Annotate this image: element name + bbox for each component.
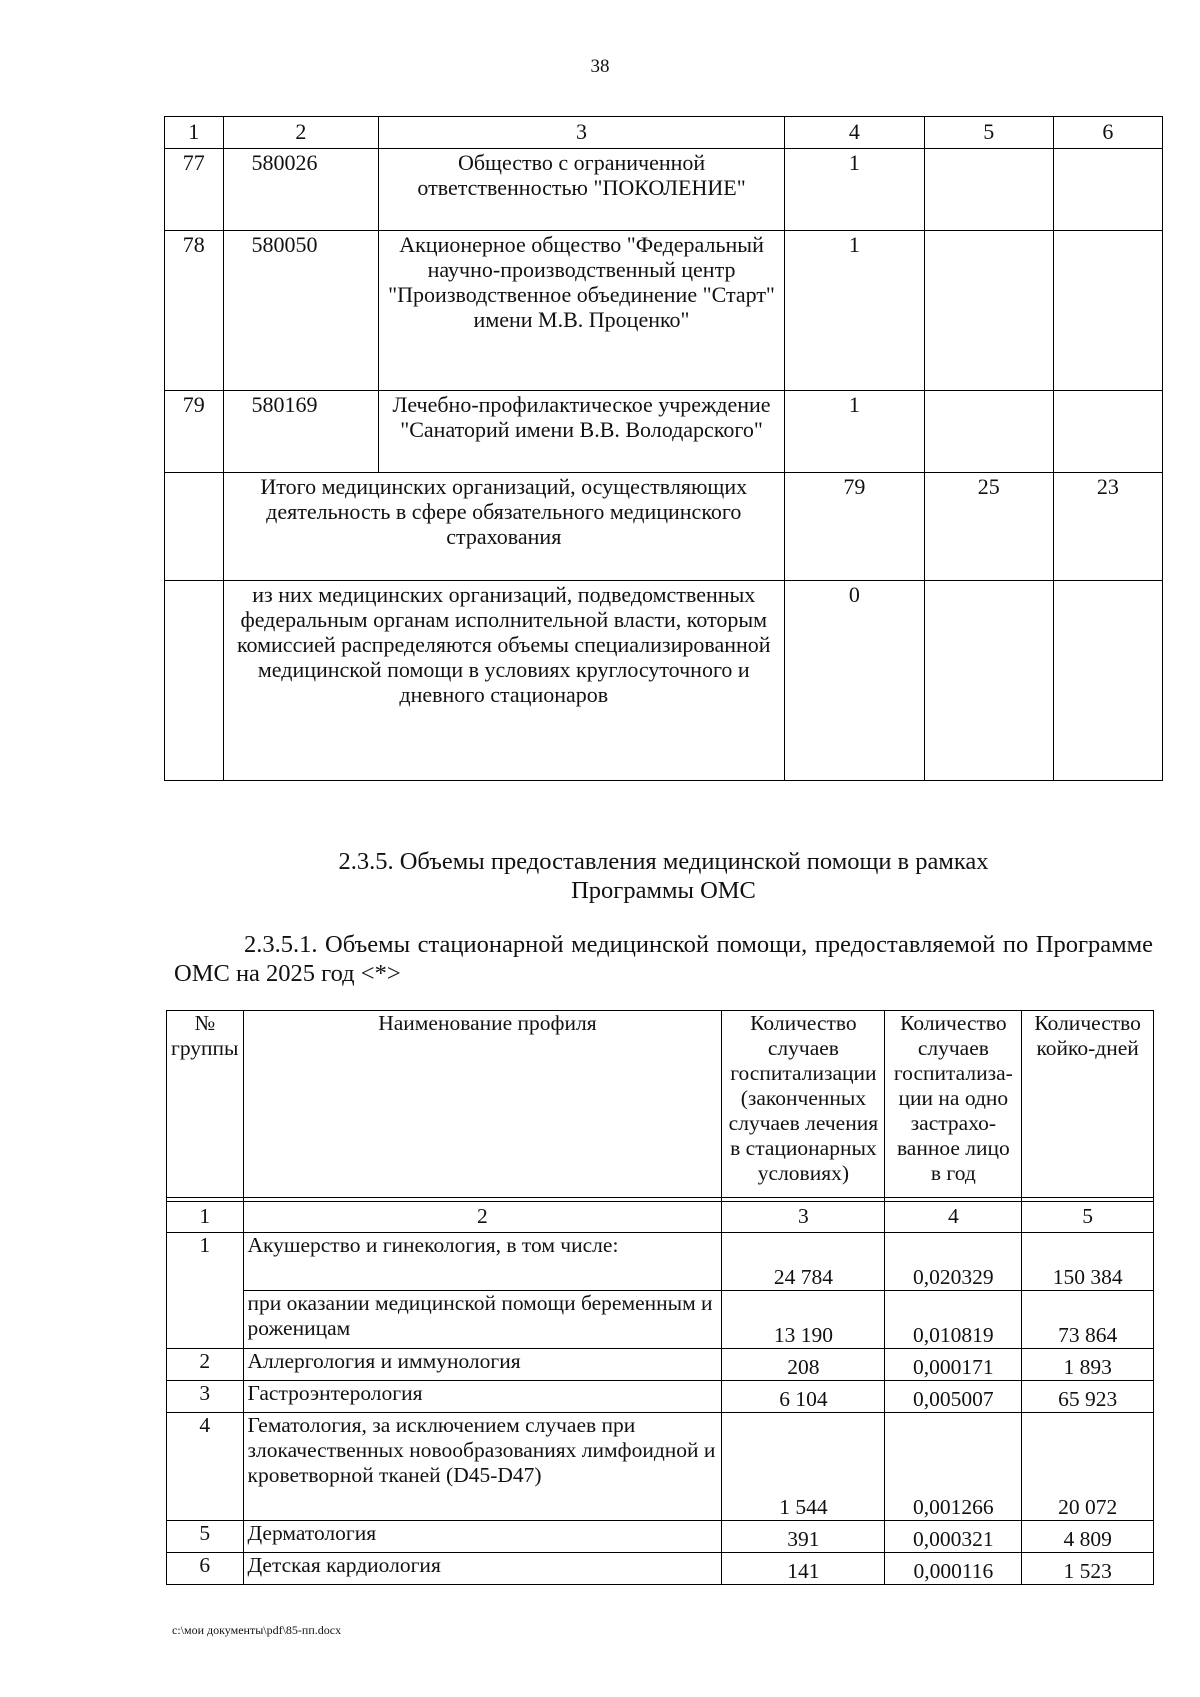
value-col6	[1053, 391, 1162, 473]
profile-name: Гематология, за исключением случаев при злокачественных новообразованиях лимфоидной и кроветворной тканей (D45-D47)	[243, 1413, 722, 1521]
section-heading	[164, 847, 1163, 905]
table-row	[167, 1233, 1154, 1291]
group-number: 4	[167, 1413, 244, 1521]
group-number: 3	[167, 1381, 244, 1413]
org-code: 580026	[223, 149, 379, 231]
total-col5: 25	[924, 473, 1053, 581]
per-person-value: 0,010819	[885, 1291, 1022, 1349]
value-col4: 1	[785, 231, 925, 391]
profile-name: Акушерство и гинекология, в том числе:	[243, 1233, 722, 1291]
total-col4: 79	[785, 473, 925, 581]
table-row	[167, 1291, 1154, 1349]
cases-value: 6 104	[722, 1381, 885, 1413]
value-col6	[1053, 231, 1162, 391]
org-name: Акционерное общество "Федеральный научно-производственный центр "Производственное объединение "Старт" имени М.В. Проценко"	[379, 231, 785, 391]
table-row	[167, 1381, 1154, 1413]
bed-days-value: 150 384	[1022, 1233, 1154, 1291]
empty-cell	[165, 473, 224, 581]
row-number: 77	[165, 149, 224, 231]
org-code: 580050	[223, 231, 379, 391]
header-bed-days: Количество койко-дней	[1022, 1011, 1154, 1198]
col-number-5: 5	[1022, 1202, 1154, 1233]
subtotal-label: из них медицинских организаций, подведомственных федеральным органам исполнительной власти, которым комиссией распределяются объемы специализированной медицинской помощи в условиях круглосуточного и дневного стационаров	[223, 581, 784, 781]
value-col4: 1	[785, 391, 925, 473]
per-person-value: 0,020329	[885, 1233, 1022, 1291]
col-header-2: 2	[223, 117, 379, 149]
subtotal-col5	[924, 581, 1053, 781]
section-heading-line1: 2.3.5. Объемы предоставления медицинской помощи в рамках	[338, 848, 989, 875]
col-number-2: 2	[243, 1202, 722, 1233]
profile-name: при оказании медицинской помощи беременным и роженицам	[243, 1291, 722, 1349]
table-row	[165, 149, 1163, 231]
cases-value: 208	[722, 1349, 885, 1381]
subtotal-row	[165, 581, 1163, 781]
subtotal-col6	[1053, 581, 1162, 781]
profile-name: Аллергология и иммунология	[243, 1349, 722, 1381]
cases-value: 141	[722, 1553, 885, 1585]
bed-days-value: 20 072	[1022, 1413, 1154, 1521]
col-number-3: 3	[722, 1202, 885, 1233]
profile-name: Гастроэнтерология	[243, 1381, 722, 1413]
header-cases-per-person: Количество случаев госпитализа-ции на одно застрахо-ванное лицо в год	[885, 1011, 1022, 1198]
table-row	[167, 1521, 1154, 1553]
table-row	[167, 1413, 1154, 1521]
col-number-1: 1	[167, 1202, 244, 1233]
value-col6	[1053, 149, 1162, 231]
profile-name: Дерматология	[243, 1521, 722, 1553]
total-col6: 23	[1053, 473, 1162, 581]
header-cases: Количество случаев госпитализации (законченных случаев лечения в стационарных условиях)	[722, 1011, 885, 1198]
column-numbers-row	[167, 1202, 1154, 1233]
bed-days-value: 1 523	[1022, 1553, 1154, 1585]
cases-value: 13 190	[722, 1291, 885, 1349]
col-header-5: 5	[924, 117, 1053, 149]
row-number: 79	[165, 391, 224, 473]
table-row	[167, 1349, 1154, 1381]
per-person-value: 0,000171	[885, 1349, 1022, 1381]
bed-days-value: 65 923	[1022, 1381, 1154, 1413]
value-col5	[924, 391, 1053, 473]
total-label: Итого медицинских организаций, осуществляющих деятельность в сфере обязательного медицинского страхования	[223, 473, 784, 581]
value-col5	[924, 231, 1053, 391]
group-number: 1	[167, 1233, 244, 1349]
org-name: Лечебно-профилактическое учреждение "Санаторий имени В.В. Володарского"	[379, 391, 785, 473]
table-row	[165, 231, 1163, 391]
value-col5	[924, 149, 1053, 231]
cases-value: 1 544	[722, 1413, 885, 1521]
section-heading-line2: Программы ОМС	[571, 877, 756, 904]
header-profile: Наименование профиля	[243, 1011, 722, 1198]
table-header-row	[167, 1011, 1154, 1198]
bed-days-value: 73 864	[1022, 1291, 1154, 1349]
subsection-heading: 2.3.5.1. Объемы стационарной медицинской помощи, предоставляемой по Программе ОМС на 2025 год <*>	[174, 931, 1153, 987]
per-person-value: 0,000321	[885, 1521, 1022, 1553]
group-number: 5	[167, 1521, 244, 1553]
col-header-3: 3	[379, 117, 785, 149]
bed-days-value: 4 809	[1022, 1521, 1154, 1553]
total-row	[165, 473, 1163, 581]
org-code: 580169	[223, 391, 379, 473]
per-person-value: 0,001266	[885, 1413, 1022, 1521]
table-row	[165, 391, 1163, 473]
group-number: 6	[167, 1553, 244, 1585]
empty-cell	[165, 581, 224, 781]
header-group-number: № группы	[167, 1011, 244, 1198]
col-number-4: 4	[885, 1202, 1022, 1233]
cases-value: 24 784	[722, 1233, 885, 1291]
row-number: 78	[165, 231, 224, 391]
table-header-row	[165, 117, 1163, 149]
col-header-1: 1	[165, 117, 224, 149]
per-person-value: 0,000116	[885, 1553, 1022, 1585]
inpatient-volumes-table	[166, 1010, 1154, 1585]
per-person-value: 0,005007	[885, 1381, 1022, 1413]
col-header-6: 6	[1053, 117, 1162, 149]
value-col4: 1	[785, 149, 925, 231]
table-row	[167, 1553, 1154, 1585]
group-number: 2	[167, 1349, 244, 1381]
org-name: Общество с ограниченной ответственностью "ПОКОЛЕНИЕ"	[379, 149, 785, 231]
subtotal-col4: 0	[785, 581, 925, 781]
page-number: 38	[590, 56, 610, 77]
col-header-4: 4	[785, 117, 925, 149]
profile-name: Детская кардиология	[243, 1553, 722, 1585]
cases-value: 391	[722, 1521, 885, 1553]
bed-days-value: 1 893	[1022, 1349, 1154, 1381]
footer-file-path: c:\мои документы\pdf\85-пп.docx	[172, 1623, 342, 1637]
organizations-table	[164, 116, 1163, 781]
